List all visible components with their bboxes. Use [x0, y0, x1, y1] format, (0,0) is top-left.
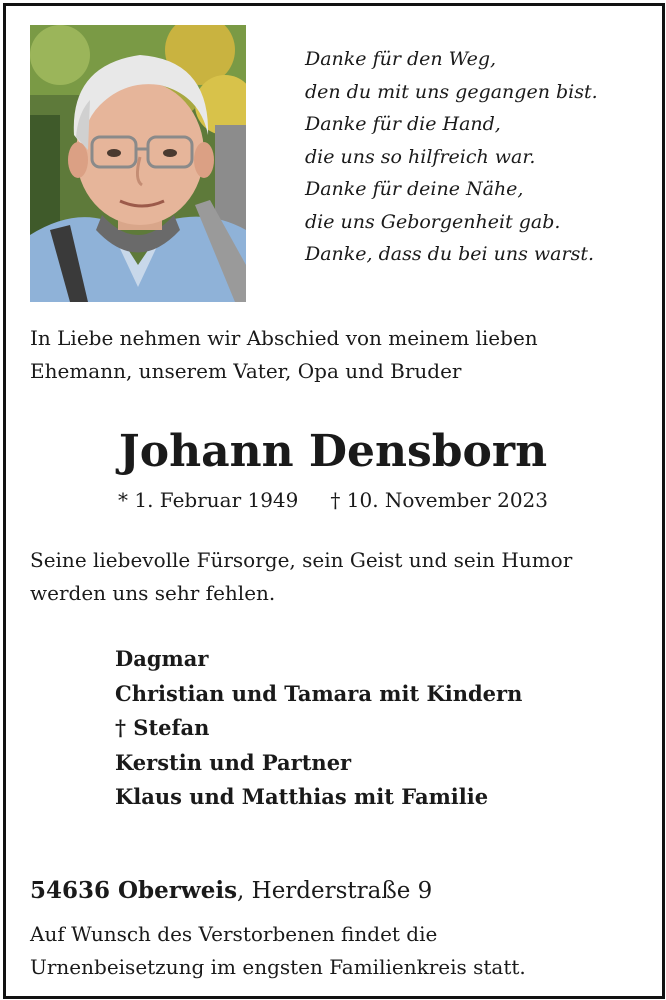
tribute-text: [30, 544, 640, 609]
poem-line: Danke für den Weg,: [305, 48, 497, 70]
poem-line: Danke für die Hand,: [305, 113, 501, 135]
mourners-list: [115, 642, 522, 815]
burial-notice-line: Auf Wunsch des Verstorbenen findet die: [30, 922, 438, 946]
death-date: † 10. November 2023: [330, 488, 549, 512]
tribute-line: werden uns sehr fehlen.: [30, 580, 276, 605]
life-dates: [0, 484, 666, 516]
burial-notice-line: Urnenbeisetzung im engsten Familienkreis statt.: [30, 954, 526, 979]
address-city: 54636 Oberweis: [30, 877, 238, 904]
address-street: , Herderstraße 9: [237, 878, 433, 904]
poem: [305, 43, 645, 271]
poem-line: die uns so hilfreich war.: [305, 145, 536, 168]
deceased-name: Johann Densborn: [118, 426, 548, 477]
burial-notice: [30, 918, 640, 983]
mourner-name: Christian und Tamara mit Kindern: [115, 680, 523, 706]
farewell-text: [30, 322, 640, 387]
farewell-line: Ehemann, unserem Vater, Opa und Bruder: [30, 358, 462, 383]
mourner-name: Kerstin und Partner: [115, 749, 352, 775]
poem-line: die uns Geborgenheit gab.: [305, 210, 561, 233]
poem-line: Danke für deine Nähe,: [305, 178, 524, 200]
birth-date: * 1. Februar 1949: [117, 488, 299, 512]
poem-line: den du mit uns gegangen bist.: [305, 80, 598, 103]
mourner-name: Dagmar: [115, 646, 209, 671]
poem-line: Danke, dass du bei uns warst.: [305, 243, 594, 265]
mourner-name: † Stefan: [115, 715, 210, 740]
portrait-photo: [30, 25, 246, 302]
farewell-line: In Liebe nehmen wir Abschied von meinem lieben: [30, 326, 538, 350]
tribute-line: Seine liebevolle Fürsorge, sein Geist und sein Humor: [30, 548, 573, 572]
mourner-name: Klaus und Matthias mit Familie: [115, 784, 489, 809]
family-address: [30, 874, 432, 908]
